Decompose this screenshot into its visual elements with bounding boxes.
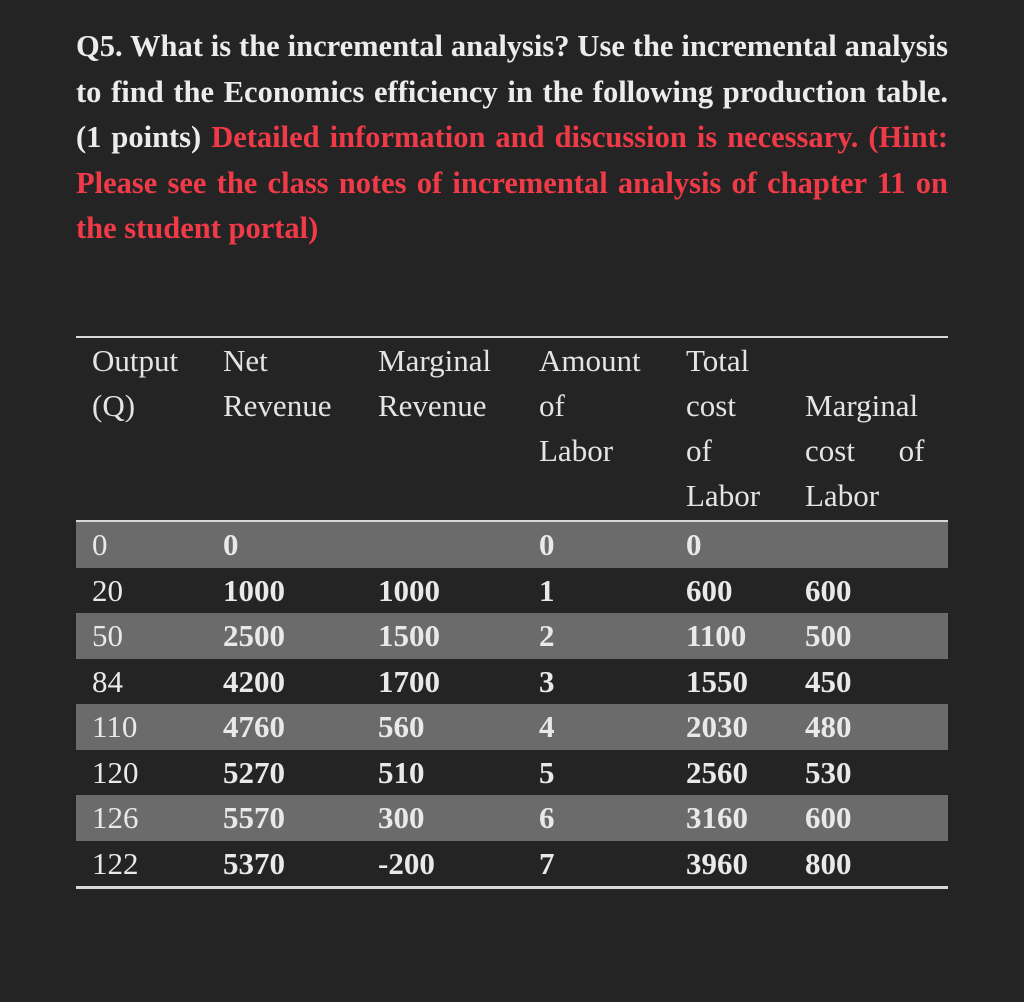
table-row bbox=[76, 613, 948, 659]
cell-amount-of-labor: 3 bbox=[539, 663, 555, 699]
cell-total-cost-of-labor: 1100 bbox=[686, 618, 747, 653]
cell-output: 0 bbox=[92, 527, 108, 562]
cell-marginal-cost-of-labor: 600 bbox=[805, 572, 852, 608]
cell-total-cost-of-labor: 3160 bbox=[686, 800, 748, 835]
cell-marginal-revenue: -200 bbox=[378, 845, 435, 881]
table-row bbox=[76, 795, 948, 841]
cell-marginal-revenue: 1500 bbox=[378, 618, 440, 653]
cell-marginal-cost-of-labor: 600 bbox=[805, 800, 852, 835]
cell-output: 122 bbox=[92, 845, 139, 881]
table-header bbox=[76, 338, 948, 520]
cell-amount-of-labor: 0 bbox=[539, 527, 555, 562]
header-output: Output (Q) bbox=[92, 343, 179, 423]
cell-net-revenue: 5370 bbox=[223, 845, 285, 881]
cell-amount-of-labor: 2 bbox=[539, 618, 555, 653]
cell-output: 84 bbox=[92, 663, 123, 699]
cell-marginal-cost-of-labor: 530 bbox=[805, 754, 852, 790]
cell-total-cost-of-labor: 2030 bbox=[686, 709, 748, 744]
cell-total-cost-of-labor: 600 bbox=[686, 572, 733, 608]
cell-net-revenue: 1000 bbox=[223, 572, 285, 608]
cell-amount-of-labor: 4 bbox=[539, 709, 555, 744]
cell-marginal-revenue: 300 bbox=[378, 800, 425, 835]
table-body bbox=[76, 522, 948, 886]
cell-amount-of-labor: 7 bbox=[539, 845, 555, 881]
table-row bbox=[76, 522, 948, 568]
cell-marginal-cost-of-labor: 500 bbox=[805, 618, 852, 653]
cell-total-cost-of-labor: 1550 bbox=[686, 663, 748, 699]
cell-amount-of-labor: 1 bbox=[539, 572, 555, 608]
cell-net-revenue: 5570 bbox=[223, 800, 285, 835]
cell-output: 50 bbox=[92, 618, 123, 653]
cell-marginal-cost-of-labor: 800 bbox=[805, 845, 852, 881]
question-highlight: Detailed information and discussion is necessary. (Hint: Please see the class notes of incremental analysis of chapter 11 on the student portal) bbox=[76, 120, 948, 245]
cell-output: 120 bbox=[92, 754, 139, 790]
table-row bbox=[76, 704, 948, 750]
cell-marginal-revenue: 560 bbox=[378, 709, 425, 744]
table-row bbox=[76, 659, 948, 705]
question-plain: Q5. What is the incremental analysis? Use the incremental analysis to find the Economics efficiency in the following production table. (1 points) bbox=[76, 29, 948, 154]
question-text bbox=[76, 24, 948, 252]
header-total-cost-of-labor: Total cost of Labor bbox=[686, 343, 761, 513]
cell-total-cost-of-labor: 3960 bbox=[686, 845, 748, 881]
header-net-revenue: Net Revenue bbox=[223, 343, 332, 423]
cell-marginal-revenue: 1000 bbox=[378, 572, 440, 608]
cell-marginal-cost-of-labor: 480 bbox=[805, 709, 852, 744]
cell-output: 20 bbox=[92, 572, 123, 608]
cell-amount-of-labor: 5 bbox=[539, 754, 555, 790]
cell-total-cost-of-labor: 0 bbox=[686, 527, 702, 562]
header-amount-of-labor: Amount of Labor bbox=[539, 343, 641, 468]
cell-net-revenue: 2500 bbox=[223, 618, 285, 653]
cell-total-cost-of-labor: 2560 bbox=[686, 754, 748, 790]
cell-marginal-revenue: 1700 bbox=[378, 663, 440, 699]
table-row bbox=[76, 750, 948, 796]
table-row bbox=[76, 568, 948, 614]
cell-net-revenue: 5270 bbox=[223, 754, 285, 790]
table-row bbox=[76, 841, 948, 887]
table-bottom-rule bbox=[76, 886, 948, 889]
cell-amount-of-labor: 6 bbox=[539, 800, 555, 835]
header-marginal-revenue: Marginal Revenue bbox=[378, 343, 492, 423]
cell-net-revenue: 0 bbox=[223, 527, 239, 562]
cell-marginal-cost-of-labor: 450 bbox=[805, 663, 852, 699]
cell-output: 126 bbox=[92, 800, 139, 835]
cell-output: 110 bbox=[92, 709, 138, 744]
cell-net-revenue: 4200 bbox=[223, 663, 285, 699]
production-table bbox=[76, 336, 948, 889]
header-marginal-cost-of-labor: Marginal cost of Labor bbox=[805, 388, 925, 513]
cell-marginal-revenue: 510 bbox=[378, 754, 425, 790]
cell-net-revenue: 4760 bbox=[223, 709, 285, 744]
